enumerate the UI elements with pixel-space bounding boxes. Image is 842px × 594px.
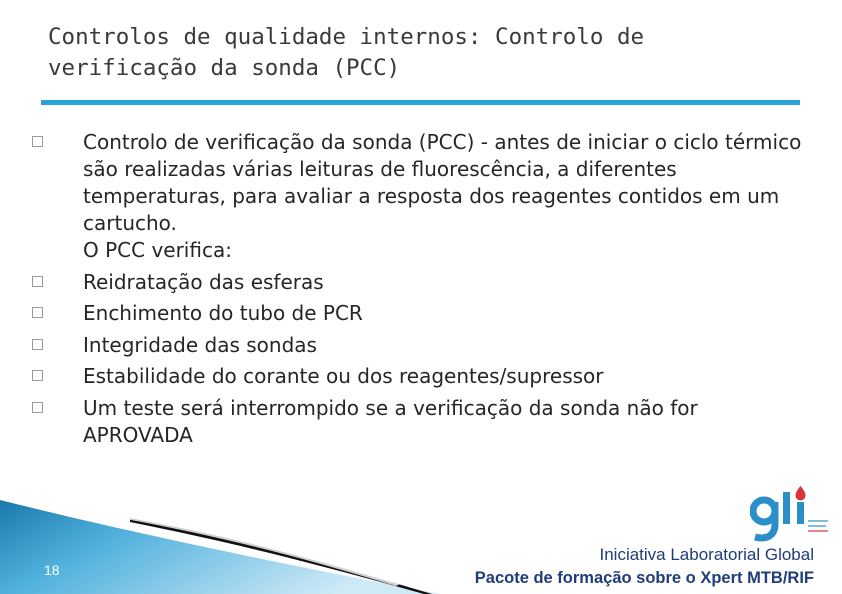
bullet-subtext: O PCC verifica: — [83, 238, 232, 262]
bullet-text: Controlo de verificação da sonda (PCC) - antes de iniciar o ciclo térmico são realizadas várias leituras de fluorescência, a diferentes temperaturas, para avaliar a resposta dos reagentes contidos em um cartucho. — [83, 130, 802, 235]
checkbox-bullet-icon — [32, 276, 43, 287]
title-underline — [41, 100, 800, 105]
page-number: 18 — [44, 562, 60, 578]
bullet-text: Estabilidade do corante ou dos reagentes/supressor — [83, 364, 604, 388]
checkbox-bullet-icon — [32, 136, 43, 147]
bullet-item — [28, 269, 808, 296]
bullet-text: Enchimento do tubo de PCR — [83, 301, 363, 325]
footer-organization: Iniciativa Laboratorial Global — [599, 545, 814, 564]
bullet-item — [28, 395, 808, 449]
checkbox-bullet-icon — [32, 402, 43, 413]
footer-package: Pacote de formação sobre o Xpert MTB/RIF — [474, 569, 814, 587]
bullet-item — [28, 363, 808, 390]
slide-title: Controlos de qualidade internos: Controlo de verificação da sonda (PCC) — [48, 24, 645, 81]
bullet-item — [28, 300, 808, 327]
gli-logo — [750, 484, 830, 542]
checkbox-bullet-icon — [32, 307, 43, 318]
bullet-list — [28, 129, 808, 453]
checkbox-bullet-icon — [32, 370, 43, 381]
bullet-text: Um teste será interrompido se a verificação da sonda não for APROVADA — [83, 395, 698, 447]
bullet-text: Reidratação das esferas — [83, 269, 324, 294]
bullet-text: Integridade das sondas — [83, 332, 317, 357]
bullet-item — [28, 332, 808, 359]
checkbox-bullet-icon — [32, 339, 43, 350]
bullet-item — [28, 129, 808, 264]
